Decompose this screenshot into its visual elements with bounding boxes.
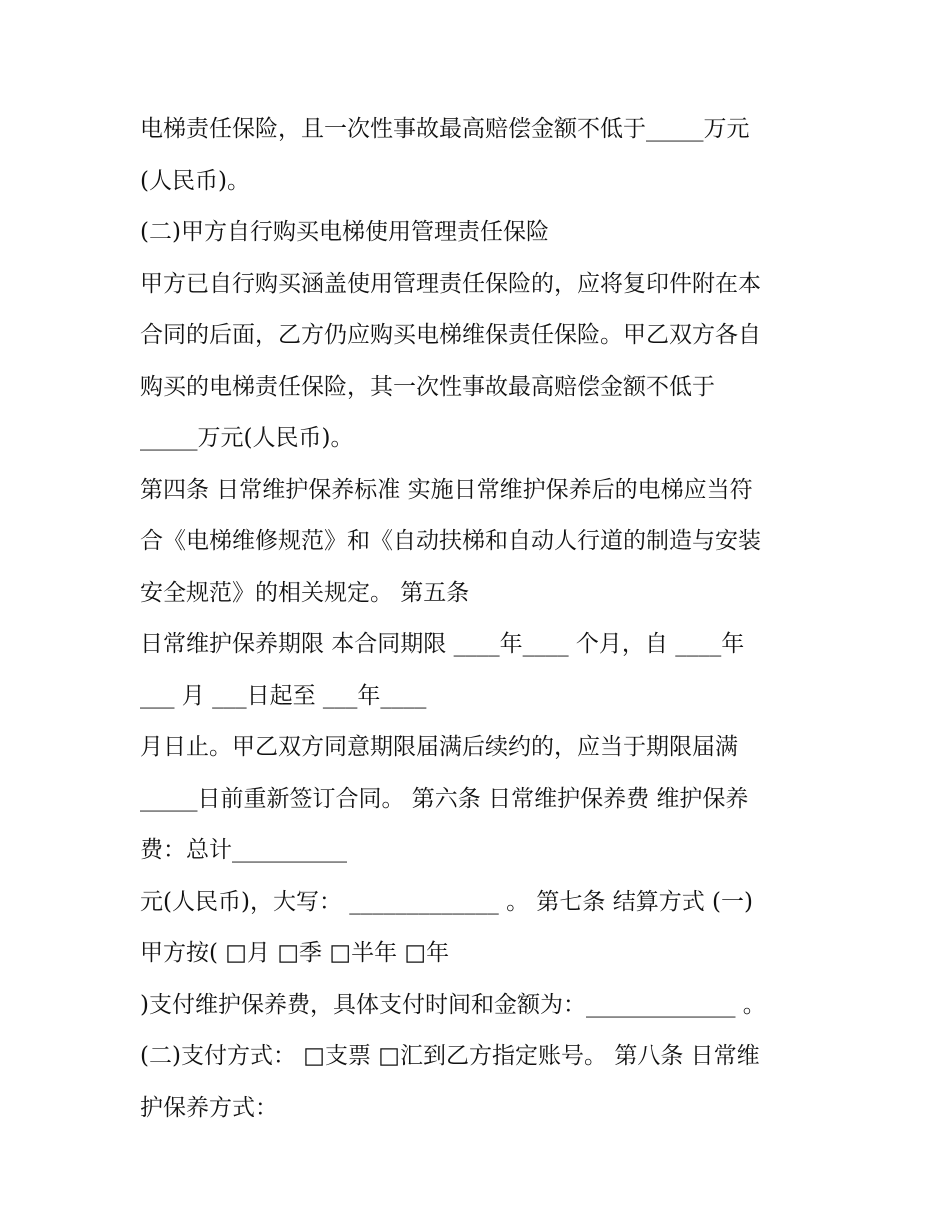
text-line: (人民币)。	[140, 167, 250, 194]
text-line: 费：总计__________	[140, 837, 347, 863]
text-line: 合《电梯维修规范》和《自动扶梯和自动人行道的制造与安装	[140, 528, 761, 554]
text-line: 电梯责任保险，且一次性事故最高赔偿金额不低于_____万元	[140, 116, 750, 142]
text-line: 购买的电梯责任保险，其一次性事故最高赔偿金额不低于	[140, 373, 715, 400]
text-line: _____日前重新签订合同。 第六条 日常维护保养费 维护保养	[140, 785, 749, 812]
text-line: 日常维护保养期限 本合同期限 ____年____ 个月，自 ____年	[140, 631, 745, 657]
text-line: 月日止。甲乙双方同意期限届满后续约的，应当于期限届满	[140, 734, 738, 760]
text-line: 甲方按( □月 □季 □半年 □年	[140, 940, 450, 966]
text-line: (二)甲方自行购买电梯使用管理责任保险	[140, 219, 549, 245]
text-line: 合同的后面，乙方仍应购买电梯维保责任保险。甲乙双方各自	[140, 322, 761, 348]
text-line: 护保养方式：	[140, 1094, 278, 1121]
text-line: )支付维护保养费，具体支付时间和金额为：_____________ 。	[140, 991, 766, 1018]
text-line: (二)支付方式： □支票 □汇到乙方指定账号。 第八条 日常维	[140, 1043, 760, 1069]
text-line: _____万元(人民币)。	[140, 425, 354, 451]
text-line: ___ 月 ___日起至 ___年____	[140, 682, 427, 709]
text-line: 甲方已自行购买涵盖使用管理责任保险的，应将复印件附在本	[140, 270, 761, 297]
text-line: 元(人民币)，大写： _____________ 。 第七条 结算方式 (一)	[140, 888, 753, 915]
text-line: 安全规范》的相关规定。 第五条	[140, 579, 470, 606]
text-line: 第四条 日常维护保养标准 实施日常维护保养后的电梯应当符	[140, 476, 753, 503]
contract-text	[140, 104, 830, 1134]
